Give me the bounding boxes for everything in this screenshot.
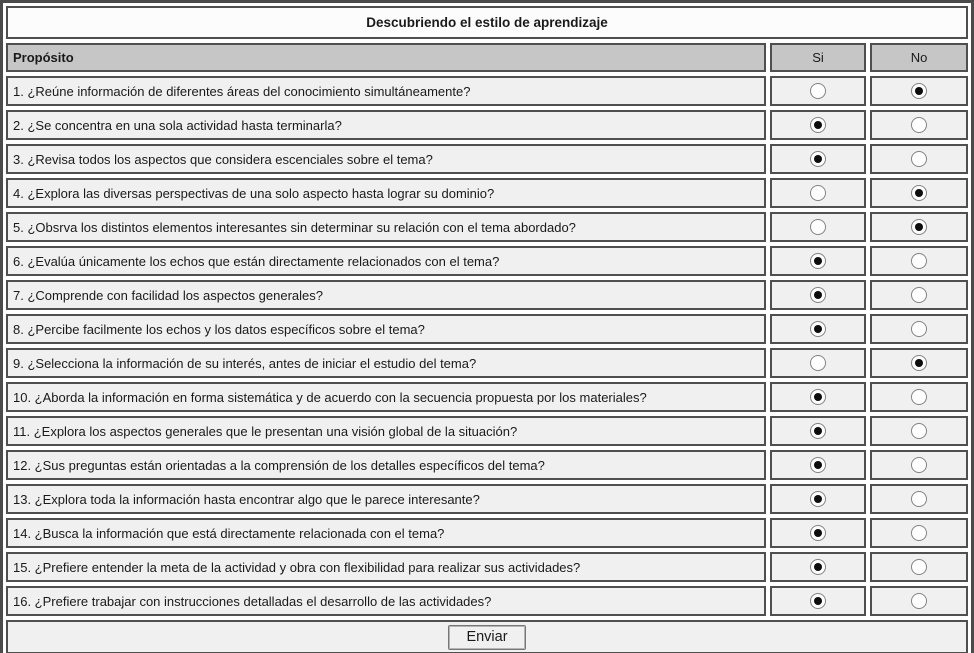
question-text: 10. ¿Aborda la información en forma sistemática y de acuerdo con la secuencia propuesta por los materiales?	[6, 382, 766, 412]
radio-cell-si	[770, 280, 866, 310]
question-text: 14. ¿Busca la información que está directamente relacionada con el tema?	[6, 518, 766, 548]
radio-cell-si	[770, 348, 866, 378]
radio-si[interactable]	[810, 219, 826, 235]
radio-no[interactable]	[911, 117, 927, 133]
question-text: 13. ¿Explora toda la información hasta encontrar algo que le parece interesante?	[6, 484, 766, 514]
radio-cell-no	[870, 586, 968, 616]
radio-cell-si	[770, 144, 866, 174]
question-text: 7. ¿Comprende con facilidad los aspectos generales?	[6, 280, 766, 310]
radio-cell-no	[870, 416, 968, 446]
radio-cell-si	[770, 586, 866, 616]
radio-si[interactable]	[810, 83, 826, 99]
column-header-proposito: Propósito	[6, 43, 766, 72]
question-text: 15. ¿Prefiere entender la meta de la actividad y obra con flexibilidad para realizar sus actividades?	[6, 552, 766, 582]
radio-cell-si	[770, 484, 866, 514]
column-header-no: No	[870, 43, 968, 72]
radio-cell-si	[770, 518, 866, 548]
radio-no[interactable]	[911, 593, 927, 609]
radio-cell-si	[770, 416, 866, 446]
radio-cell-no	[870, 382, 968, 412]
radio-si[interactable]	[810, 457, 826, 473]
radio-cell-no	[870, 484, 968, 514]
radio-cell-si	[770, 314, 866, 344]
question-text: 11. ¿Explora los aspectos generales que le presentan una visión global de la situación?	[6, 416, 766, 446]
question-text: 3. ¿Revisa todos los aspectos que considera escenciales sobre el tema?	[6, 144, 766, 174]
question-text: 12. ¿Sus preguntas están orientadas a la comprensión de los detalles específicos del tema?	[6, 450, 766, 480]
radio-no[interactable]	[911, 83, 927, 99]
radio-cell-si	[770, 382, 866, 412]
radio-no[interactable]	[911, 491, 927, 507]
submit-row	[6, 620, 968, 653]
radio-si[interactable]	[810, 185, 826, 201]
question-text: 4. ¿Explora las diversas perspectivas de una solo aspecto hasta lograr su dominio?	[6, 178, 766, 208]
radio-no[interactable]	[911, 185, 927, 201]
radio-cell-no	[870, 76, 968, 106]
radio-cell-si	[770, 178, 866, 208]
radio-no[interactable]	[911, 151, 927, 167]
radio-cell-no	[870, 280, 968, 310]
radio-cell-no	[870, 246, 968, 276]
radio-cell-si	[770, 246, 866, 276]
radio-si[interactable]	[810, 423, 826, 439]
radio-si[interactable]	[810, 117, 826, 133]
radio-si[interactable]	[810, 287, 826, 303]
radio-cell-si	[770, 110, 866, 140]
radio-no[interactable]	[911, 457, 927, 473]
radio-cell-si	[770, 450, 866, 480]
radio-si[interactable]	[810, 559, 826, 575]
radio-si[interactable]	[810, 389, 826, 405]
radio-cell-no	[870, 110, 968, 140]
radio-cell-no	[870, 552, 968, 582]
question-text: 5. ¿Obsrva los distintos elementos interesantes sin determinar su relación con el tema abordado?	[6, 212, 766, 242]
radio-cell-no	[870, 450, 968, 480]
radio-no[interactable]	[911, 355, 927, 371]
radio-cell-no	[870, 518, 968, 548]
question-text: 1. ¿Reúne información de diferentes áreas del conocimiento simultáneamente?	[6, 76, 766, 106]
radio-si[interactable]	[810, 151, 826, 167]
question-text: 2. ¿Se concentra en una sola actividad hasta terminarla?	[6, 110, 766, 140]
question-text: 16. ¿Prefiere trabajar con instrucciones detalladas el desarrollo de las actividades?	[6, 586, 766, 616]
question-text: 6. ¿Evalúa únicamente los echos que están directamente relacionados con el tema?	[6, 246, 766, 276]
radio-no[interactable]	[911, 219, 927, 235]
radio-si[interactable]	[810, 491, 826, 507]
question-text: 9. ¿Selecciona la información de su interés, antes de iniciar el estudio del tema?	[6, 348, 766, 378]
radio-si[interactable]	[810, 321, 826, 337]
radio-no[interactable]	[911, 253, 927, 269]
radio-si[interactable]	[810, 525, 826, 541]
radio-no[interactable]	[911, 389, 927, 405]
radio-si[interactable]	[810, 253, 826, 269]
radio-si[interactable]	[810, 593, 826, 609]
form-title: Descubriendo el estilo de aprendizaje	[6, 6, 968, 39]
radio-cell-no	[870, 348, 968, 378]
question-text: 8. ¿Percibe facilmente los echos y los datos específicos sobre el tema?	[6, 314, 766, 344]
radio-no[interactable]	[911, 525, 927, 541]
column-header-si: Si	[770, 43, 866, 72]
radio-no[interactable]	[911, 423, 927, 439]
radio-cell-no	[870, 144, 968, 174]
radio-no[interactable]	[911, 287, 927, 303]
submit-button[interactable]: Enviar	[448, 625, 525, 650]
radio-cell-no	[870, 212, 968, 242]
radio-cell-no	[870, 178, 968, 208]
radio-cell-si	[770, 552, 866, 582]
radio-no[interactable]	[911, 559, 927, 575]
radio-cell-si	[770, 212, 866, 242]
radio-si[interactable]	[810, 355, 826, 371]
radio-cell-si	[770, 76, 866, 106]
radio-cell-no	[870, 314, 968, 344]
radio-no[interactable]	[911, 321, 927, 337]
